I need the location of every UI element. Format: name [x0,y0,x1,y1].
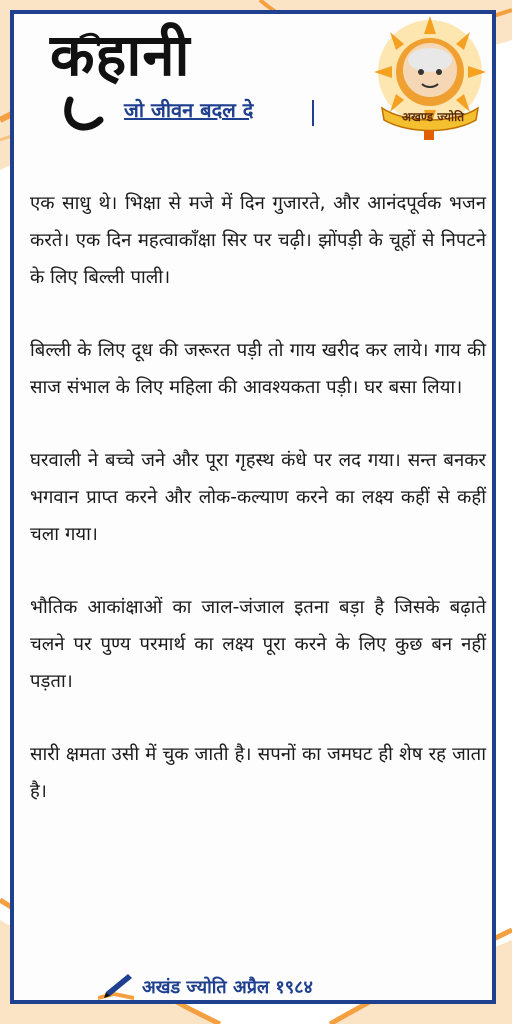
logo-band-text: अखण्ड ज्योति [401,110,465,124]
story-paragraph: एक साधु थे। भिक्षा से मजे में दिन गुजारते, और आनंदपूर्वक भजन करते। एक दिन महत्वाकाँक्षा सिर पर चढ़ी। झोंपड़ी के चूहों से निपटने के लिए बिल्ली पाली। [30,193,486,288]
story-paragraph: बिल्ली के लिए दूध की जरूरत पड़ी तो गाय खरीद कर लाये। गाय की साज संभाल के लिए महिला की आवश्यकता पड़ी। घर बसा लिया। [30,340,486,398]
source-citation: अखंड ज्योति अप्रैल १९८४ [142,977,313,998]
story-paragraph: भौतिक आकांक्षाओं का जाल-जंजाल इतना बड़ा है जिसके बढ़ाते चलने पर पुण्य परमार्थ का लक्ष्य पूरा करने के लिए कुछ बन नहीं पड़ता। [30,597,486,692]
story-paragraph: घरवाली ने बच्चे जने और पूरा गृहस्थ कंधे पर लद गया। सन्त बनकर भगवान प्राप्त करने और लोक-कल्याण करने का लक्ष्य कहीं से कहीं चला गया। [30,450,486,545]
subtitle-divider [312,100,314,126]
story-body [30,185,486,846]
story-paragraph: सारी क्षमता उसी में चुक जाती है। सपनों का जमघट ही शेष रह जाता है। [30,744,486,802]
page-title: कहानी [50,21,191,89]
page-subtitle: जो जीवन बदल दे [124,98,254,122]
footer-source [96,970,313,1004]
pen-book-icon [96,972,136,1002]
